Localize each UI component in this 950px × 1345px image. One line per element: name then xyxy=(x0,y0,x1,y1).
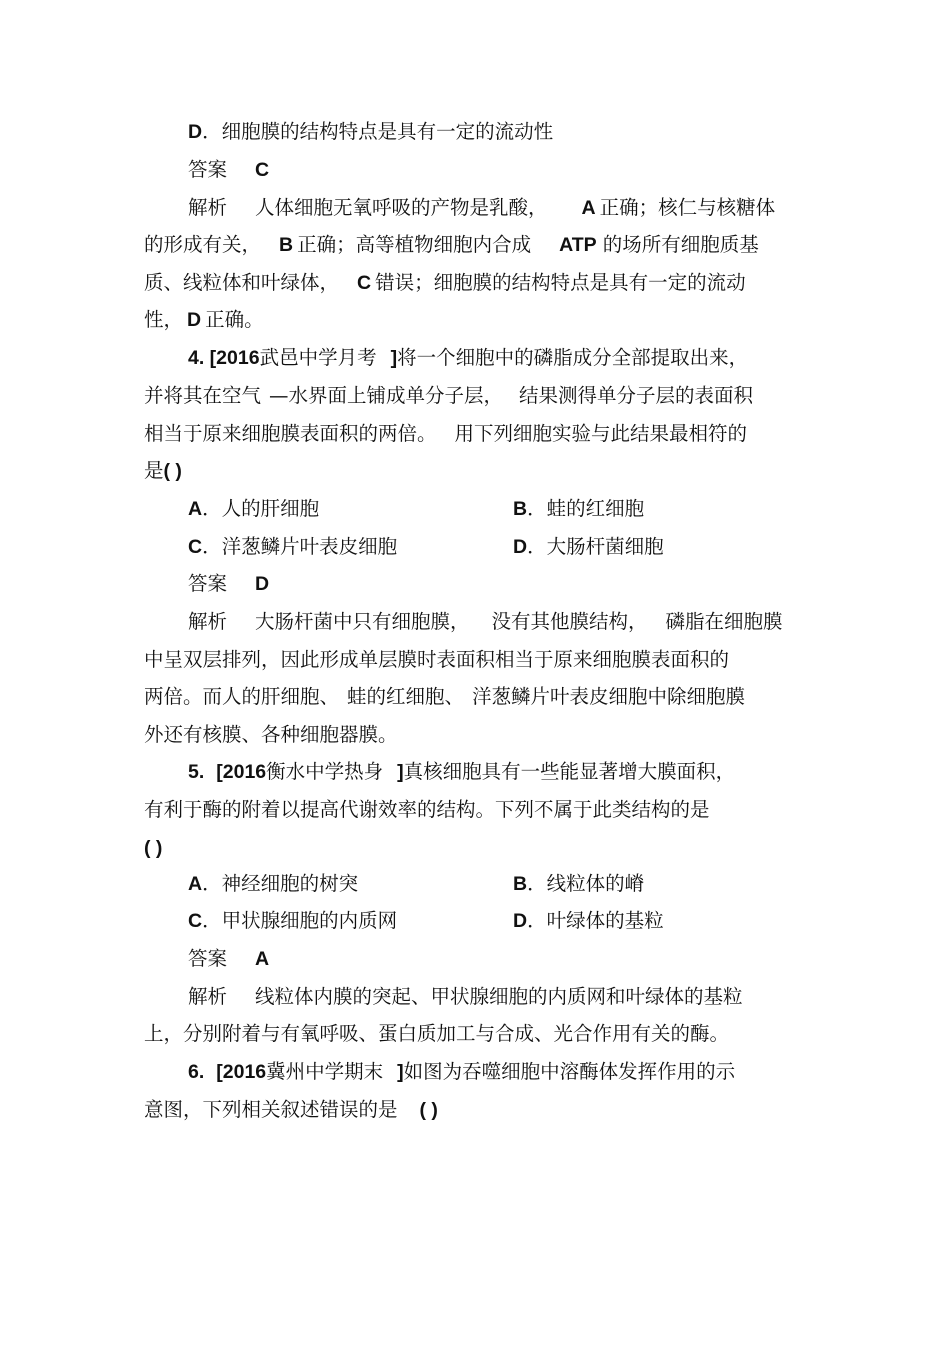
q3-analysis-text: 错误；细胞膜的结构特点是具有一定的流动 xyxy=(375,271,746,294)
q5-number: 5. xyxy=(188,761,205,783)
q3-analysis-letter: D xyxy=(187,309,202,331)
q4-source: 武邑中学月考 xyxy=(259,346,377,369)
q5-option-d-text: ．叶绿体的基粒 xyxy=(527,909,664,932)
q3-analysis-text: 的场所有细胞质基 xyxy=(602,233,759,256)
q4-option-b xyxy=(513,496,644,522)
q4-stem-text: —水界面上铺成单分子层， xyxy=(269,384,504,407)
q4-stem-text: 用下列细胞实验与此结果最相符的 xyxy=(454,422,748,445)
q5-analysis-text: 线粒体内膜的突起、甲状腺细胞的内质网和叶绿体的基粒 xyxy=(255,985,743,1008)
q4-option-c xyxy=(188,534,397,560)
q3-answer-value: C xyxy=(255,159,270,181)
q4-answer-value: D xyxy=(255,573,270,595)
q5-analysis-text: 上，分别附着与有氧呼吸、蛋白质加工与合成、光合作用有关的酶。 xyxy=(144,1022,730,1045)
q3-analysis-text: 质、线粒体和叶绿体， xyxy=(144,271,340,294)
q5-option-c-text: ．甲状腺细胞的内质网 xyxy=(202,909,398,932)
q4-option-d-letter: D xyxy=(513,536,528,558)
q3-option-d-text: ．细胞膜的结构特点是具有一定的流动性 xyxy=(202,120,554,143)
q6-source: 冀州中学期末 xyxy=(266,1060,384,1083)
q3-analysis-label: 解析 xyxy=(188,196,228,219)
q4-option-d-text: ．大肠杆菌细胞 xyxy=(527,535,664,558)
q4-stem-line-1 xyxy=(188,345,748,371)
q3-analysis-letter: C xyxy=(357,272,372,294)
q6-number: 6. xyxy=(188,1061,205,1083)
q5-option-d-letter: D xyxy=(513,910,528,932)
q6-stem-line-1 xyxy=(188,1059,735,1085)
q4-analysis-text: 洋葱鳞片叶表皮细胞中除细胞膜 xyxy=(472,685,746,708)
q3-analysis-line-4 xyxy=(144,307,264,333)
q5-year: [2016 xyxy=(216,761,267,783)
q3-analysis-text: 正确。 xyxy=(205,308,264,331)
q3-analysis-line-1 xyxy=(188,195,775,221)
q4-analysis-line-2 xyxy=(144,647,729,673)
q4-stem-text: 结果测得单分子层的表面积 xyxy=(519,384,754,407)
q4-analysis-line-4 xyxy=(144,722,398,748)
q4-option-b-letter: B xyxy=(513,498,528,520)
q3-option-d-letter: D xyxy=(188,121,203,143)
q5-source: 衡水中学热身 xyxy=(266,760,384,783)
q4-analysis-line-1 xyxy=(188,609,783,635)
q4-option-b-text: ．蛙的红细胞 xyxy=(527,497,645,520)
q5-stem-line-1 xyxy=(188,759,735,785)
q3-analysis-line-2 xyxy=(144,232,759,258)
q4-analysis-label: 解析 xyxy=(188,610,228,633)
q4-stem-line-2 xyxy=(144,383,753,409)
q4-option-a-letter: A xyxy=(188,498,203,520)
q6-bracket: ] xyxy=(397,1061,404,1083)
q3-analysis-letter: A xyxy=(581,197,596,219)
q4-analysis-text: 中呈双层排列，因此形成单层膜时表面积相当于原来细胞膜表面积的 xyxy=(144,648,730,671)
q4-stem-text: 相当于原来细胞膜表面积的两倍。 xyxy=(144,422,437,445)
q4-analysis-text: 外还有核膜、各种细胞器膜。 xyxy=(144,723,398,746)
q4-answer xyxy=(188,571,269,597)
q3-answer-label: 答案 xyxy=(188,158,228,181)
q4-option-d xyxy=(513,534,664,560)
q4-stem-text: 是 xyxy=(144,459,164,482)
q5-option-d xyxy=(513,908,664,934)
q3-analysis-line-3 xyxy=(144,270,746,296)
q5-option-c-letter: C xyxy=(188,910,203,932)
q4-answer-label: 答案 xyxy=(188,572,228,595)
q6-stem-line-2 xyxy=(144,1097,438,1123)
q5-option-b-text: ．线粒体的嵴 xyxy=(527,872,645,895)
q5-analysis-label: 解析 xyxy=(188,985,228,1008)
q4-analysis-text: 两倍。而人的肝细胞、 xyxy=(144,685,340,708)
q3-option-d xyxy=(188,119,553,145)
q4-option-a-text: ．人的肝细胞 xyxy=(202,497,320,520)
q6-stem-text: 意图，下列相关叙述错误的是 xyxy=(144,1098,398,1121)
q5-option-a-letter: A xyxy=(188,873,203,895)
q4-stem-text: 并将其在空气 xyxy=(144,384,262,407)
q4-analysis-text: 大肠杆菌中只有细胞膜， xyxy=(255,610,470,633)
q5-stem-text: 真核细胞具有一些能显著增大膜面积， xyxy=(403,760,736,783)
q4-number: 4. [2016 xyxy=(188,347,260,369)
q5-analysis-line-1 xyxy=(188,984,743,1010)
q5-analysis-line-2 xyxy=(144,1021,729,1047)
q4-stem-line-3 xyxy=(144,421,747,447)
q4-stem-text: 将一个细胞中的磷脂成分全部提取出来， xyxy=(397,346,749,369)
q5-option-c xyxy=(188,908,397,934)
q3-analysis-text: 正确；核仁与核糖体 xyxy=(599,196,776,219)
q4-analysis-text: 蛙的红细胞、 xyxy=(347,685,465,708)
q3-analysis-text: 人体细胞无氧呼吸的产物是乳酸， xyxy=(255,196,548,219)
q5-stem-line-3 xyxy=(144,835,162,861)
q3-analysis-text: 正确；高等植物细胞内合成 xyxy=(297,233,532,256)
q4-analysis-text: 磷脂在细胞膜 xyxy=(665,610,783,633)
q5-option-b xyxy=(513,871,644,897)
q5-option-a xyxy=(188,871,358,897)
q6-answer-parentheses: ( ) xyxy=(419,1099,438,1121)
q4-option-c-text: ．洋葱鳞片叶表皮细胞 xyxy=(202,535,398,558)
q5-stem-line-2 xyxy=(144,797,710,823)
q5-bracket: ] xyxy=(397,761,404,783)
q3-analysis-text: 的形成有关， xyxy=(144,233,262,256)
q3-answer xyxy=(188,157,269,183)
q4-analysis-line-3 xyxy=(144,684,745,710)
q4-analysis-text: 没有其他膜结构， xyxy=(491,610,648,633)
q3-analysis-letter: B xyxy=(279,234,294,256)
q5-answer xyxy=(188,946,269,972)
q4-option-a xyxy=(188,496,319,522)
q6-stem-text: 如图为吞噬细胞中溶酶体发挥作用的示 xyxy=(403,1060,736,1083)
q4-stem-line-4 xyxy=(144,458,182,484)
q5-stem-text: 有利于酶的附着以提高代谢效率的结构。下列不属于此类结构的是 xyxy=(144,798,710,821)
q5-answer-label: 答案 xyxy=(188,947,228,970)
q5-answer-value: A xyxy=(255,948,270,970)
q5-option-a-text: ．神经细胞的树突 xyxy=(202,872,359,895)
q6-year: [2016 xyxy=(216,1061,267,1083)
q3-analysis-letter: ATP xyxy=(559,234,597,256)
q5-answer-parentheses: ( ) xyxy=(144,837,163,859)
q3-analysis-text: 性， xyxy=(144,308,184,331)
q4-option-c-letter: C xyxy=(188,536,203,558)
q4-answer-parentheses: ( ) xyxy=(163,460,182,482)
q4-bracket: ] xyxy=(390,347,398,369)
q5-option-b-letter: B xyxy=(513,873,528,895)
